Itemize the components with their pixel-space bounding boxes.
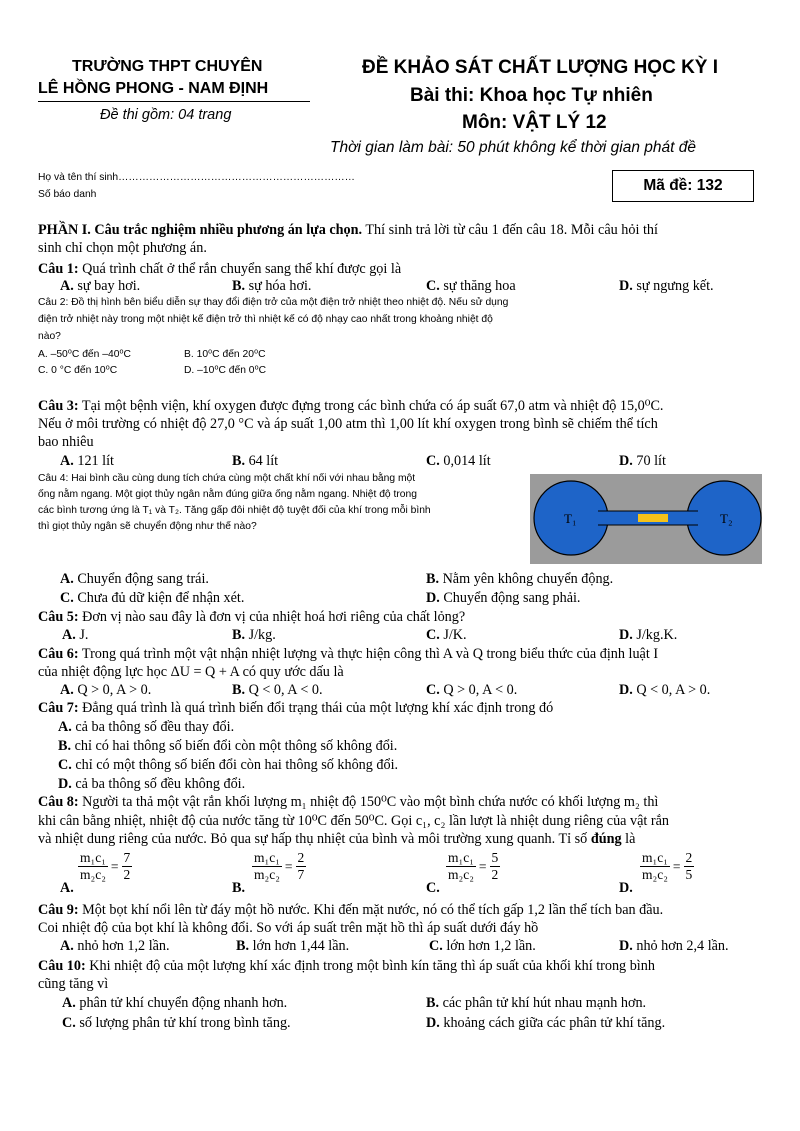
question-6-line2: của nhiệt động lực học ΔU = Q + A có quy ước dấu là: [38, 664, 344, 680]
q10-option-c: C. số lượng phân tử khí trong bình tăng.: [62, 1015, 291, 1031]
q1-option-a: A. sự bay hơi.: [60, 278, 141, 294]
equals-sign: =: [672, 858, 681, 874]
q8-option-a-letter: A.: [60, 880, 74, 896]
question-6: Câu 6: Trong quá trình một vật nhận nhiệt lượng và thực hiện công thì A và Q trong biểu thức của định luật I: [38, 646, 659, 662]
q8-a-val-den: 2: [123, 867, 131, 882]
q9-option-c: C. lớn hơn 1,2 lần.: [429, 938, 536, 954]
q6-option-b: B. Q < 0, A < 0.: [232, 682, 323, 698]
q8-d-val-num: 2: [685, 850, 693, 865]
q8-b-den: m₂c₂: [254, 867, 280, 882]
part1-intro-line2: sinh chỉ chọn một phương án.: [38, 240, 207, 256]
equals-sign: =: [284, 858, 293, 874]
q8-a-num: m₁c₁: [80, 850, 106, 865]
q5-option-b: B. J/kg.: [232, 627, 276, 643]
q8-option-c: [446, 850, 500, 883]
question-3-line2: Nếu ở môi trường có nhiệt độ 27,0 °C và áp suất 1,00 atm thì 1,00 lít khí oxygen trong bình sẽ chiếm thể tích: [38, 416, 658, 432]
q9-option-d: D. nhỏ hơn 2,4 lần.: [619, 938, 729, 954]
equals-sign: =: [110, 858, 119, 874]
q8-b-num: m₁c₁: [254, 850, 280, 865]
q4-option-c: C. Chưa đủ dữ kiện để nhận xét.: [60, 590, 245, 606]
q2-option-b: B. 10⁰C đến 20⁰C: [184, 349, 266, 360]
q1-option-b: B. sự hóa hơi.: [232, 278, 312, 294]
q6-option-d: D. Q < 0, A > 0.: [619, 682, 711, 698]
q7-option-a: A. cả ba thông số đều thay đổi.: [58, 719, 235, 735]
question-8-line3: và nhiệt dung riêng của nước. Bỏ qua sự hấp thụ nhiệt của bình và môi trường xung quanh. Tỉ số đúng là: [38, 831, 636, 847]
question-5: Câu 5: Đơn vị nào sau đây là đơn vị của nhiệt hoá hơi riêng của chất lỏng?: [38, 609, 466, 625]
question-3: Câu 3: Tại một bệnh viện, khí oxygen được đựng trong các bình chứa có áp suất 67,0 atm và nhiệt độ 15,0⁰C.: [38, 398, 664, 414]
question-10-line2: cũng tăng vì: [38, 976, 109, 992]
exam-subject: Môn: VẬT LÝ 12: [462, 112, 607, 133]
question-8-line2: khi cân bằng nhiệt, nhiệt độ của nước tăng từ 10⁰C đến 50⁰C. Gọi c₁, c₂ lần lượt là nhiệt dung riêng của vật rắn: [38, 813, 670, 829]
q8-b-val-den: 7: [297, 867, 305, 882]
question-1: Câu 1: Quá trình chất ở thể rắn chuyển sang thể khí được gọi là: [38, 261, 402, 277]
q2-option-d: D. –10⁰C đến 0⁰C: [184, 365, 267, 376]
q8-option-c-letter: C.: [426, 880, 440, 896]
q8-c-val-num: 5: [491, 850, 499, 865]
q8-option-d: [640, 850, 694, 883]
q3-option-a: A. 121 lít: [60, 453, 114, 469]
q8-d-num: m₁c₁: [642, 850, 668, 865]
q8-c-val-den: 2: [491, 867, 499, 882]
q8-c-den: m₂c₂: [448, 867, 474, 882]
q8-d-den: m₂c₂: [642, 867, 668, 882]
question-4-line1: Câu 4: Hai bình cầu cùng dung tích chứa cùng một chất khí nối với nhau bằng một: [38, 473, 416, 484]
question-9: Câu 9: Một bọt khí nổi lên từ đáy một hồ nước. Khi đến mặt nước, nó có thể tích gấp 1,2 lần thể tích ban đầu.: [38, 902, 664, 918]
t1-label: T₁: [564, 511, 577, 526]
question-3-line3: bao nhiêu: [38, 434, 94, 450]
q8-option-b-letter: B.: [232, 880, 246, 896]
q4-option-a: A. Chuyển động sang trái.: [60, 571, 209, 587]
question-9-line2: Coi nhiệt độ của bọt khí là không đổi. So với áp suất trên mặt hồ thì áp suất dưới đáy hồ: [38, 920, 539, 936]
q2-option-c: C. 0 °C đến 10⁰C: [38, 365, 118, 376]
q7-option-d: D. cả ba thông số đều không đổi.: [58, 776, 246, 792]
q10-option-a: A. phân tử khí chuyển động nhanh hơn.: [62, 995, 288, 1011]
question-2-line1: Câu 2: Đồ thị hình bên biểu diễn sự thay đổi điện trở của một điện trở nhiệt theo nhiệt độ. Nếu sử dụng: [38, 297, 509, 308]
exam-code-box: Mã đề: 132: [612, 170, 754, 202]
question-2-line2: điện trở nhiệt này trong một nhiệt kế điện trở thì nhiệt kế có độ nhạy cao nhất trong khoảng nhiệt độ: [38, 314, 493, 325]
t2-label: T₂: [720, 511, 733, 526]
q4-option-b: B. Nằm yên không chuyển động.: [426, 571, 614, 587]
exam-time: Thời gian làm bài: 50 phút không kể thời gian phát đề: [330, 139, 697, 156]
q8-d-val-den: 5: [685, 867, 693, 882]
q10-option-d: D. khoảng cách giữa các phân tử khí tăng.: [426, 1015, 666, 1031]
q2-option-a: A. –50⁰C đến –40⁰C: [38, 349, 131, 360]
q10-option-b: B. các phân tử khí hút nhau mạnh hơn.: [426, 995, 647, 1011]
q8-c-num: m₁c₁: [448, 850, 474, 865]
q1-option-c: C. sự thăng hoa: [426, 278, 516, 294]
q3-option-b: B. 64 lít: [232, 453, 279, 469]
q9-option-b: B. lớn hơn 1,44 lần.: [236, 938, 350, 954]
school-name-line2: LÊ HỒNG PHONG - NAM ĐỊNH: [38, 80, 269, 97]
mercury-drop: [638, 514, 668, 522]
question-4-line2: ống nằm ngang. Một giọt thủy ngân nằm đúng giữa ống nằm ngang. Nhiệt độ trong: [38, 489, 417, 500]
q7-option-c: C. chỉ có một thông số biến đổi còn hai thông số không đổi.: [58, 757, 399, 773]
q9-option-a: A. nhỏ hơn 1,2 lần.: [60, 938, 170, 954]
question-2-line3: nào?: [38, 331, 61, 342]
q8-option-a: [78, 850, 132, 883]
q1-option-d: D. sự ngưng kết.: [619, 278, 714, 294]
q5-option-d: D. J/kg.K.: [619, 627, 678, 643]
question-4-line4: thì giọt thủy ngân sẽ chuyển động như thế nào?: [38, 521, 257, 532]
q5-option-a: A. J.: [62, 627, 89, 643]
question-8: Câu 8: Người ta thả một vật rắn khối lượng m₁ nhiệt độ 150⁰C vào một bình chứa nước có khối lượng m₂ thì: [38, 794, 659, 810]
q7-option-b: B. chỉ có hai thông số biến đổi còn một thông số không đổi.: [58, 738, 398, 754]
q6-option-a: A. Q > 0, A > 0.: [60, 682, 152, 698]
q6-option-c: C. Q > 0, A < 0.: [426, 682, 518, 698]
two-bulb-figure: [530, 474, 762, 564]
student-id-field: Số báo danh: [38, 189, 97, 200]
q8-a-val-num: 7: [123, 850, 131, 865]
exam-title: ĐỀ KHẢO SÁT CHẤT LƯỢNG HỌC KỲ I: [362, 57, 719, 78]
question-7: Câu 7: Đẳng quá trình là quá trình biến đổi trạng thái của một lượng khí xác định trong đó: [38, 700, 554, 716]
q8-option-b: [252, 850, 306, 883]
header-underline: [38, 101, 310, 102]
question-4-line3: các bình tương ứng là T₁ và T₂. Tăng gấp đôi nhiệt độ tuyệt đối của khí trong mỗi bình: [38, 505, 431, 516]
exam-subject-area: Bài thi: Khoa học Tự nhiên: [410, 85, 653, 106]
q3-option-d: D. 70 lít: [619, 453, 666, 469]
equals-sign: =: [478, 858, 487, 874]
q8-b-val-num: 2: [297, 850, 305, 865]
school-name-line1: TRƯỜNG THPT CHUYÊN: [72, 58, 263, 75]
page-count: Đề thi gồm: 04 trang: [100, 107, 232, 123]
q5-option-c: C. J/K.: [426, 627, 467, 643]
q8-a-den: m₂c₂: [80, 867, 106, 882]
part1-heading: PHẦN I. Câu trắc nghiệm nhiều phương án lựa chọn. Thí sinh trả lời từ câu 1 đến câu 18. Mỗi câu hỏi thí: [38, 222, 658, 238]
question-10: Câu 10: Khi nhiệt độ của một lượng khí xác định trong một bình kín tăng thì áp suất của khối khí trong bình: [38, 958, 655, 974]
q8-option-d-letter: D.: [619, 880, 633, 896]
student-name-field: Họ và tên thí sinh……………………………………………………………: [38, 172, 355, 183]
q4-option-d: D. Chuyển động sang phải.: [426, 590, 581, 606]
q3-option-c: C. 0,014 lít: [426, 453, 491, 469]
